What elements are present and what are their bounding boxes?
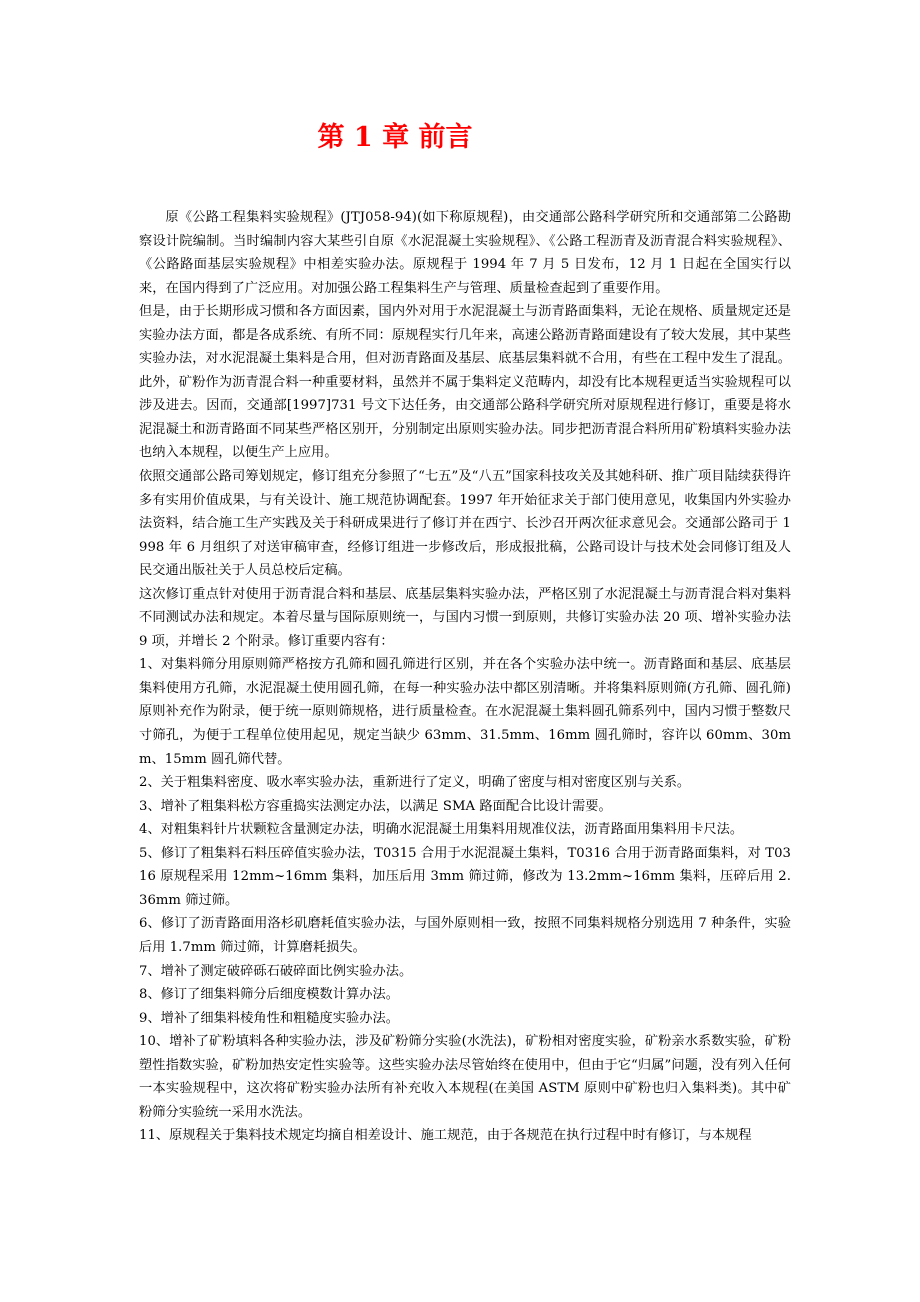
list-item-9: 9、增补了细集料棱角性和粗糙度实验办法。	[139, 1010, 399, 1026]
list-item-7: 7、增补了测定破碎砾石破碎面比例实验办法。	[139, 963, 413, 979]
list-item-11: 11、原规程关于集料技术规定均摘自相差设计、施工规范，由于各规范在执行过程中时有修订，与本规程	[139, 1128, 752, 1144]
list-item-10: 10、增补了矿粉填料各种实验办法，涉及矿粉筛分实验(水洗法)，矿粉相对密度实验，矿粉亲水系数实验，矿粉塑性指数实验，矿粉加热安定性实验等。这些实验办法尽管始终在使用中，但由于它“归属”问题，没有列入任何一本实验规程中，这次将矿粉实验办法所有补充收入本规程(在美国 ASTM 原则中矿粉也归入集料类)。其中矿粉筛分实验统一采用水洗法。	[139, 1034, 791, 1120]
list-item-8: 8、修订了细集料筛分后细度模数计算办法。	[139, 987, 399, 1003]
list-item-5: 5、修订了粗集料石料压碎值实验办法，T0315 合用于水泥混凝土集料，T0316 合用于沥青路面集料，对 T0316 原规程采用 12mm~16mm 集料，加压后用 3mm 筛过筛，修改为 13.2mm~16mm 集料，压碎后用 2.36mm 筛过筛。	[139, 845, 791, 908]
paragraph-revision-focus: 这次修订重点针对使用于沥青混合料和基层、底基层集料实验办法，严格区别了水泥混凝土与沥青混合料对集料不同测试办法和规定。本着尽量与国际原则统一，与国内习惯一到原则，共修订实验办法 20 项、增补实验办法 9 项，并增长 2 个附录。修订重要内容有：	[139, 586, 791, 649]
list-item-6: 6、修订了沥青路面用洛杉矶磨耗值实验办法，与国外原则相一致，按照不同集料规格分别选用 7 种条件，实验后用 1.7mm 筛过筛，计算磨耗损失。	[139, 916, 791, 955]
paragraph-background: 但是，由于长期形成习惯和各方面因素，国内外对用于水泥混凝土与沥青路面集料，无论在规格、质量规定还是实验办法方面，都是各成系统、有所不同：原规程实行几年来，高速公路沥青路面建设有了较大发展，其中某些实验办法，对水泥混凝土集料是合用，但对沥青路面及基层、底基层集料就不合用，有些在工程中发生了混乱。此外，矿粉作为沥青混合料一种重要材料，虽然并不属于集料定义范畴内，却没有比本规程更适当实验规程可以涉及进去。因而，交通部[1997]731 号文下达任务，由交通部公路科学研究所对原规程进行修订，重要是将水泥混凝土和沥青路面不同某些严格区别开，分别制定出原则实验办法。同步把沥青混合料所用矿粉填料实验办法也纳入本规程，以便生产上应用。	[139, 304, 791, 461]
list-item-3: 3、增补了粗集料松方容重捣实法测定办法，以满足 SMA 路面配合比设计需要。	[139, 798, 612, 814]
paragraph-revision-process: 依照交通部公路司筹划规定，修订组充分参照了“七五”及“八五”国家科技攻关及其她科研、推广项目陆续获得许多有实用价值成果，与有关设计、施工规范协调配套。1997 年开始征求关于部门使用意见，收集国内外实验办法资料，结合施工生产实践及关于科研成果进行了修订并在西宁、长沙召开两次征求意见会。交通部公路司于 1998 年 6 月组织了对送审稿审查，经修订组进一步修改后，形成报批稿，公路司设计与技术处会同修订组及人民交通出版社关于人员总校后定稿。	[139, 469, 791, 579]
paragraph-intro: 原《公路工程集料实验规程》(JTJ058-94)(如下称原规程)，由交通部公路科学研究所和交通部第二公路勘察设计院编制。当时编制内容大某些引自原《水泥混凝土实验规程》、《公路工程沥青及沥青混合料实验规程》、《公路路面基层实验规程》中相差实验办法。原规程于 1994 年 7 月 5 日发布，12 月 1 日起在全国实行以来，在国内得到了广泛应用。对加强公路工程集料生产与管理、质量检查起到了重要作用。	[139, 210, 791, 296]
list-item-2: 2、关于粗集料密度、吸水率实验办法，重新进行了定义，明确了密度与相对密度区别与关系。	[139, 775, 691, 791]
list-item-1: 1、对集料筛分用原则筛严格按方孔筛和圆孔筛进行区别，并在各个实验办法中统一。沥青路面和基层、底基层集料使用方孔筛，水泥混凝土使用圆孔筛，在每一种实验办法中都区别清晰。并将集料原则筛(方孔筛、圆孔筛)原则补充作为附录，便于统一原则筛规格，进行质量检查。在水泥混凝土集料圆孔筛系列中，国内习惯于整数尺寸筛孔，为便于工程单位使用起见，规定当缺少 63mm、31.5mm、16mm 圆孔筛时，容许以 60mm、30mm、15mm 圆孔筛代替。	[139, 657, 791, 767]
list-item-4: 4、对粗集料针片状颗粒含量测定办法，明确水泥混凝土用集料用规准仪法，沥青路面用集料用卡尺法。	[139, 822, 744, 838]
chapter-title: 第 1 章 前言	[317, 122, 473, 153]
body-text	[139, 206, 791, 1148]
